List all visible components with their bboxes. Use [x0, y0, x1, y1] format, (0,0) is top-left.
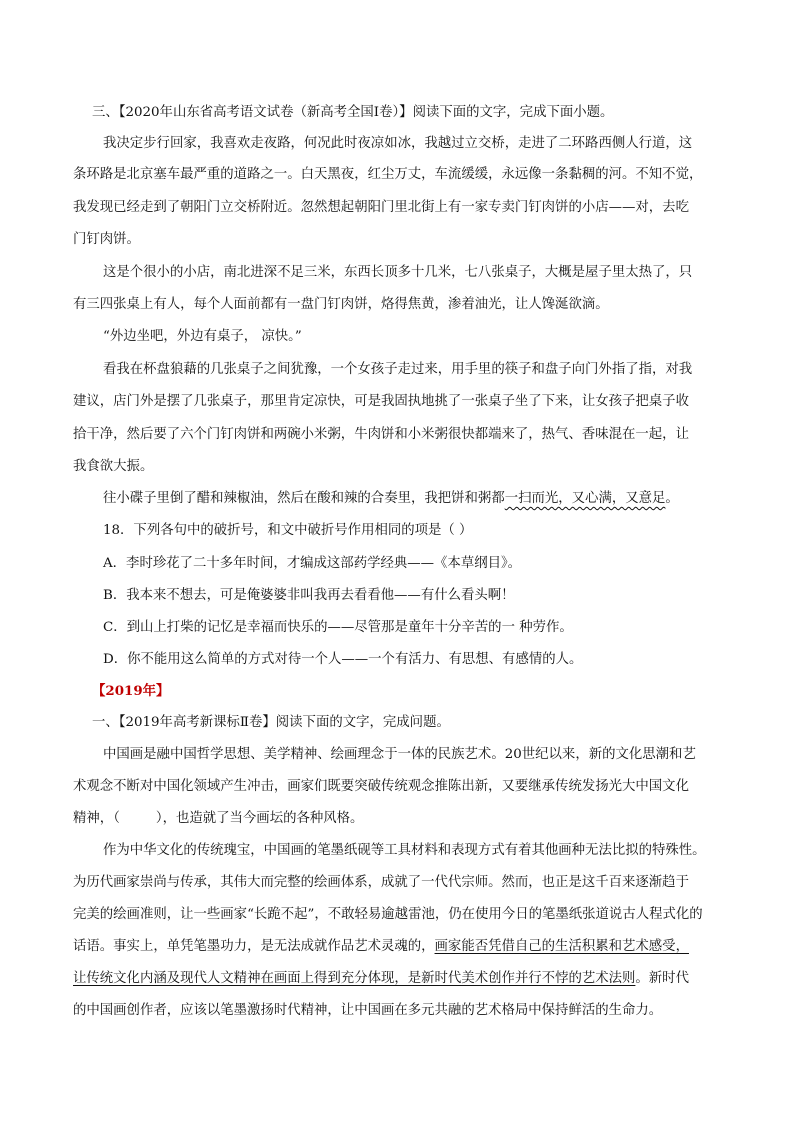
passage-line	[73, 969, 689, 989]
passage-line	[73, 809, 363, 829]
passage-text: ），也造就了当今画坛的各种风格。	[155, 811, 364, 826]
question-option-a: A．李时珍花了二十多年时间，才编成这部药学经典——《本草纲目》。	[103, 556, 522, 571]
passage-line: 有三四张桌上有人，每个人面前都有一盘门钉肉饼，烙得焦黄，渗着油光，让人馋涎欲滴。	[73, 297, 609, 312]
question-option-b: B．我本来不想去，可是俺婆婆非叫我再去看看他——有什么看头啊！	[103, 588, 515, 603]
passage-line: 建议，店门外是摆了几张桌子，那里肯定凉快，可是我固执地挑了一张桌子坐了下来，让女孩子把桌子收	[73, 394, 689, 409]
passage-line: 完美的绘画准则，让一些画家“长跪不起”，不敢轻易逾越雷池，仍在使用今日的笔墨纸张道说古人程式化的	[73, 907, 703, 922]
heading-instruction: 阅读下面的文字，完成下面小题。	[412, 105, 614, 120]
passage-line: 拾干净，然后要了六个门钉肉饼和两碗小米粥，牛肉饼和小米粥很快都端来了，热气、香味混在一起，让	[73, 427, 689, 442]
underlined-sentence: 画家能否凭借自己的生活积累和艺术感受，	[434, 939, 689, 954]
passage-line: 看我在杯盘狼藉的几张桌子之间犹豫，一个女孩子走过来，用手里的筷子和盘子向门外指了指，对我	[103, 362, 693, 377]
passage-line: 我发现已经走到了朝阳门立交桥附近。忽然想起朝阳门里北街上有一家专卖门钉肉饼的小店——对，去吃	[73, 200, 689, 215]
passage-text: 。新时代	[635, 971, 689, 986]
heading-source: 【2020年山东省高考语文试卷（新高考全国Ⅰ卷）】	[118, 105, 413, 120]
heading-source: 【2019年高考新课标Ⅱ卷】	[118, 715, 276, 730]
year-header: 【2019年】	[92, 683, 170, 699]
question-option-d: D．你不能用这么简单的方式对待一个人——一个有活力、有思想、有感情的人。	[103, 652, 583, 667]
passage-line: 我食欲大振。	[73, 459, 154, 474]
dialogue-line: “外边坐吧，外边有桌子， 凉快。”	[103, 329, 302, 344]
passage-line: 的中国画创作者，应该以笔墨激扬时代精神，让中国画在多元共融的艺术格局中保持鲜活的生命力。	[73, 1003, 663, 1018]
passage-text: 往小碟子里倒了醋和辣椒油，然后在酸和辣的合奏里，我把饼和粥都	[103, 491, 505, 506]
passage-line	[73, 937, 689, 957]
passage-text: 话语。事实上，单凭笔墨功力，是无法成就作品艺术灵魂的，	[73, 939, 435, 954]
heading-instruction: 阅读下面的文字，完成问题。	[275, 715, 450, 730]
passage-line: 门钉肉饼。	[73, 232, 140, 247]
passage-line: 条环路是北京塞车最严重的道路之一。白天黑夜，红尘万丈，车流缓缓，永远像一条黏稠的河。不知不觉，	[73, 167, 703, 182]
heading-prefix: 三、	[92, 105, 119, 120]
passage-text: 精神，（	[73, 811, 120, 826]
section-heading	[92, 713, 450, 733]
passage-line: 这是个很小的小店，南北进深不足三米，东西长顶多十几米，七八张桌子，大概是屋子里太热了，只	[103, 265, 693, 280]
passage-text: 。	[665, 491, 679, 506]
question-option-c: C．到山上打柴的记忆是幸福而快乐的——尽管那是童年十分辛苦的一 种劳作。	[103, 620, 573, 635]
passage-line: 为历代画家崇尚与传承，其伟大而完整的绘画体系，成就了一代代宗师。然而，也正是这千百来逐渐趋于	[73, 875, 689, 890]
wavy-underlined-phrase: 一扫而光，又心满，又意足	[504, 491, 666, 506]
section-heading	[92, 103, 613, 123]
passage-line: 术观念不断对中国化领域产生冲击，画家们既要突破传统观念推陈出新，又要继承传统发扬光大中国文化	[73, 779, 689, 794]
heading-prefix: 一、	[92, 715, 119, 730]
passage-line: 作为中华文化的传统瑰宝，中国画的笔墨纸砚等工具材料和表现方式有着其他画种无法比拟的特殊性。	[103, 843, 706, 858]
passage-line: 我决定步行回家，我喜欢走夜路，何况此时夜凉如冰，我越过立交桥，走进了二环路西侧人行道，这	[103, 136, 693, 151]
question-stem: 18．下列各句中的破折号，和文中破折号作用相同的项是（ ）	[103, 523, 473, 538]
passage-line	[103, 489, 679, 509]
passage-line: 中国画是融中国哲学思想、美学精神、绘画理念于一体的民族艺术。20世纪以来，新的文化思潮和艺	[103, 747, 696, 762]
underlined-sentence: 让传统文化内涵及现代人文精神在画面上得到充分体现，是新时代美术创作并行不悖的艺术法则	[73, 971, 636, 986]
